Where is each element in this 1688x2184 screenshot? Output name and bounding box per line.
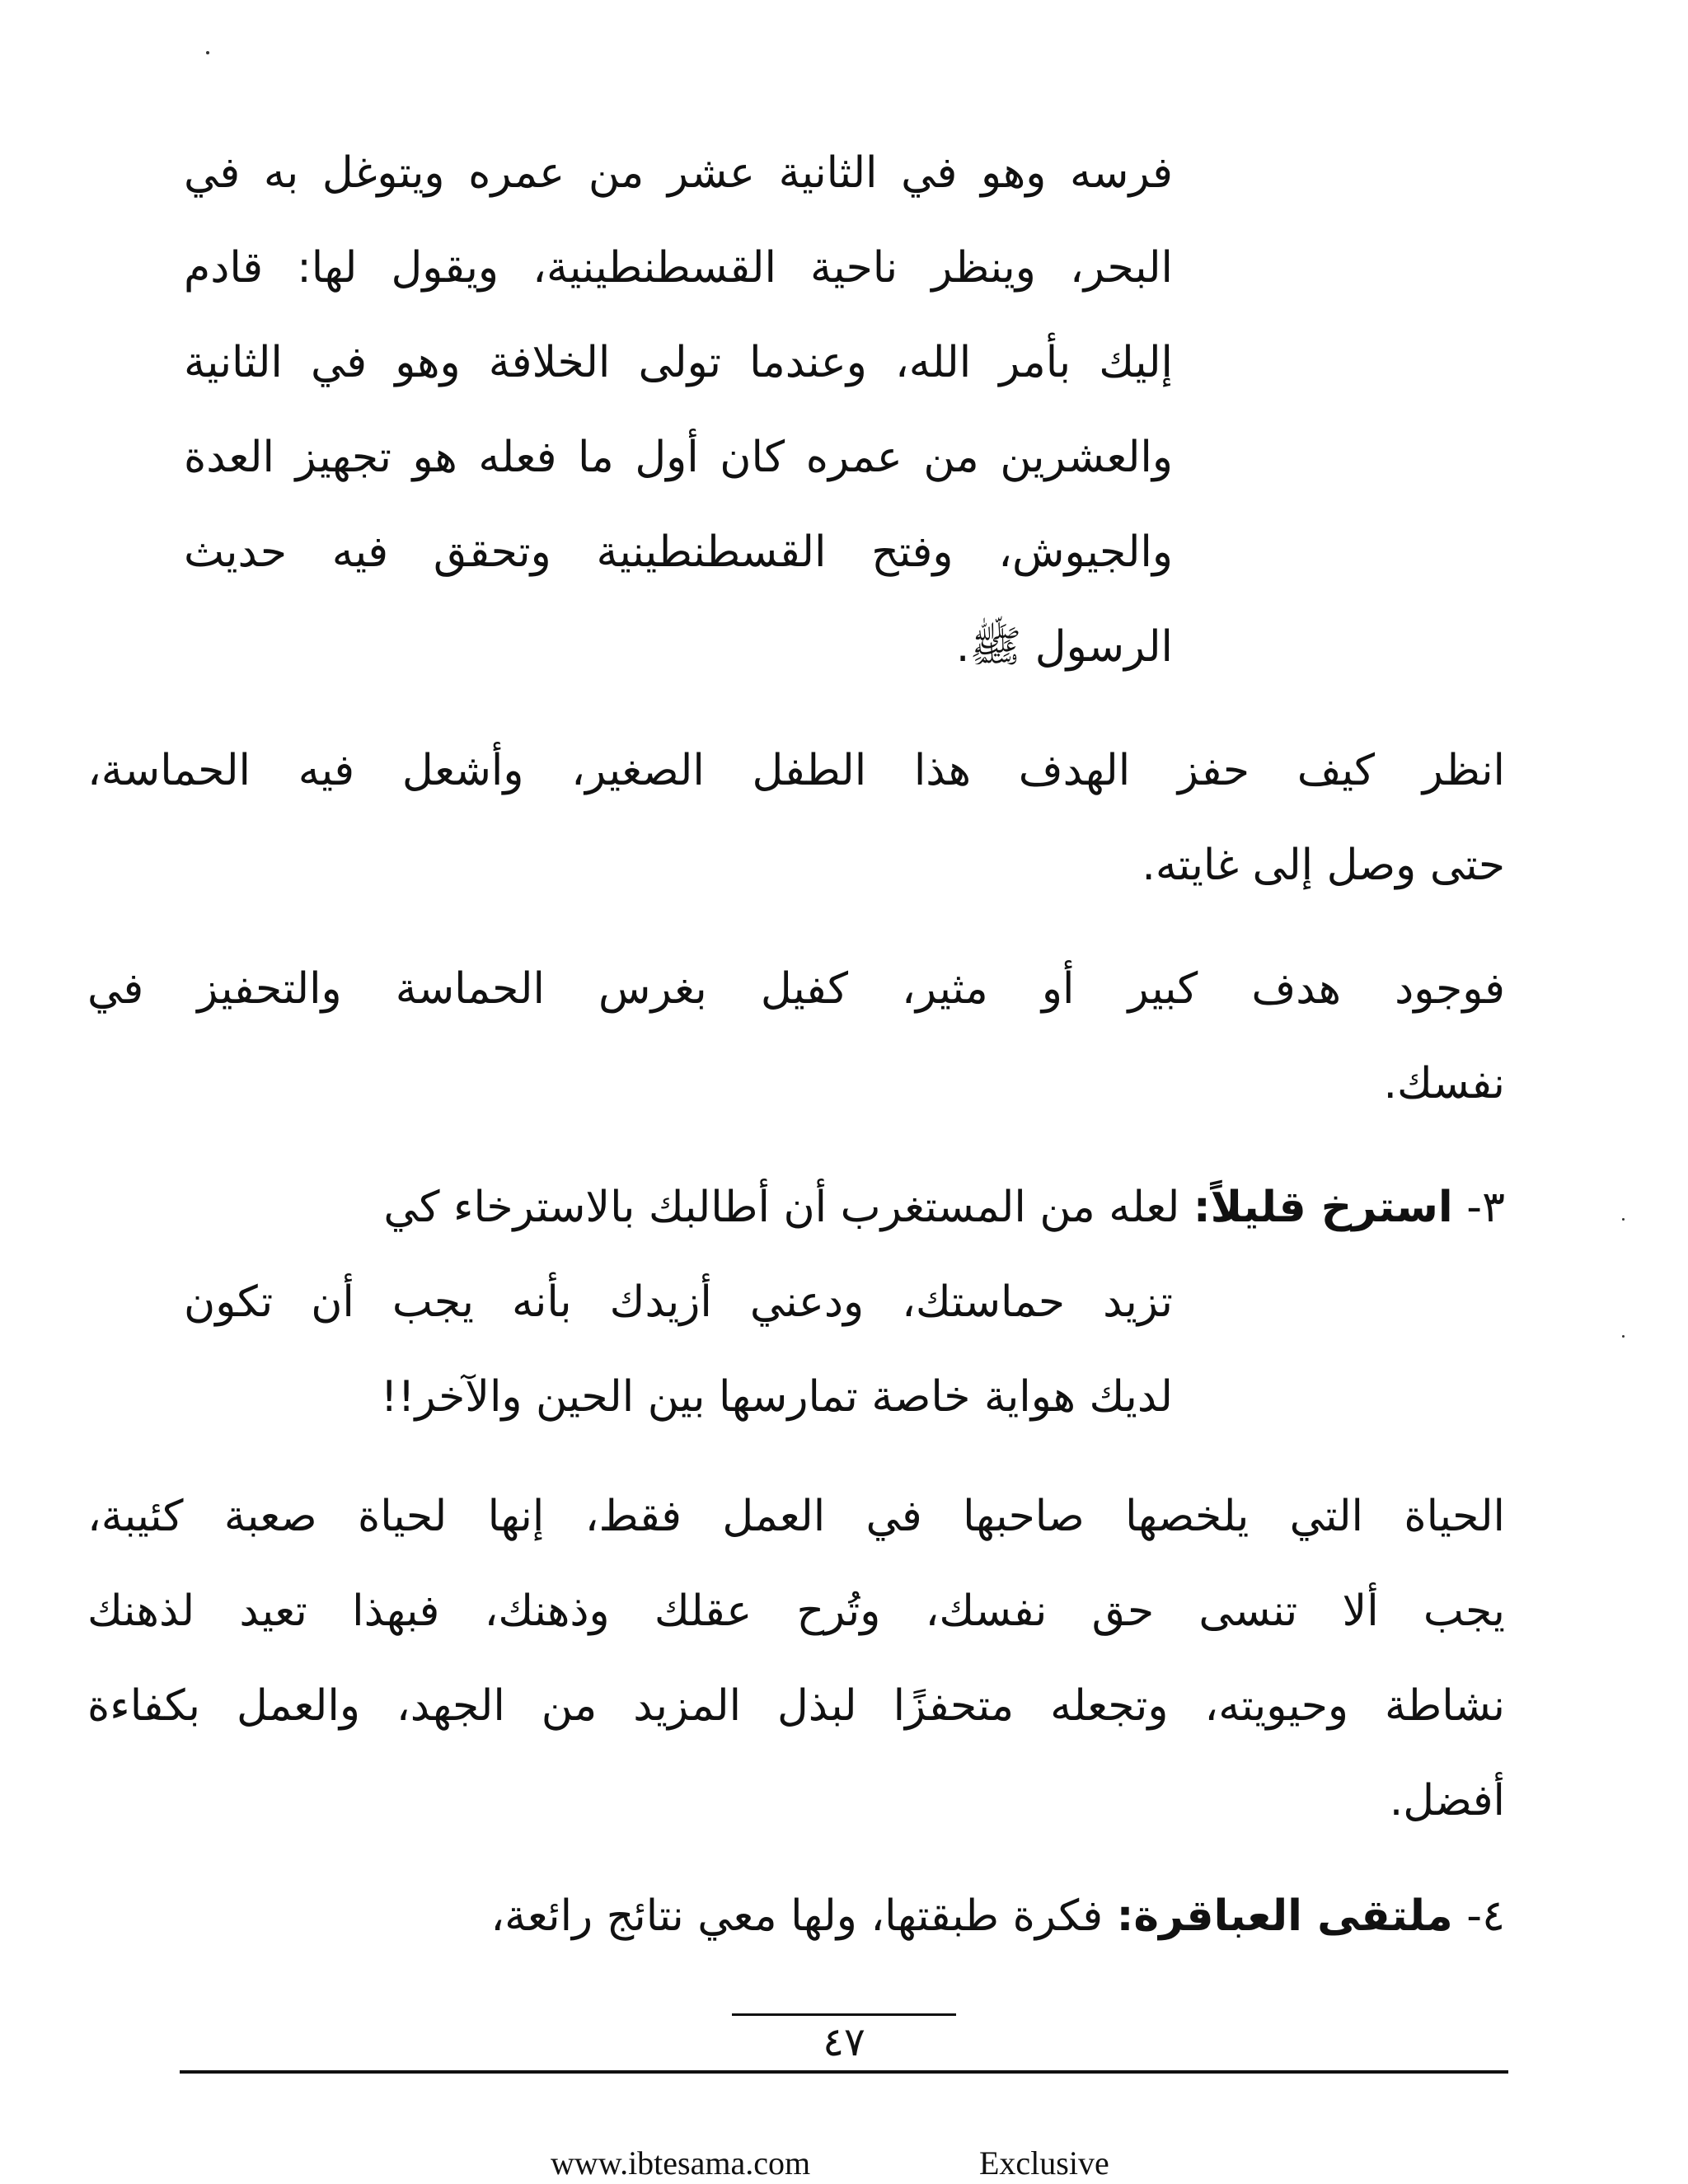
scan-speck	[206, 51, 209, 54]
page-number-rule	[732, 2013, 956, 2016]
paragraph-2-line-1: انظر كيف حفز الهدف هذا الطفل الصغير، وأشعل فيه الحماسة،	[87, 746, 1505, 795]
list-item-3-heading: استرخ قليلاً:	[1193, 1183, 1453, 1232]
paragraph-4-line-2: يجب ألا تنسى حق نفسك، وتُرح عقلك وذهنك، فبهذا تعيد لذهنك	[87, 1586, 1505, 1636]
footer	[0, 2143, 1688, 2184]
list-item-4-first-line	[87, 1883, 1505, 1949]
list-item-4-text: فكرة طبقتها، ولها معي نتائج رائعة،	[490, 1891, 1104, 1941]
paragraph-1-line-2: البحر، وينظر ناحية القسطنطينية، ويقول لها: قادم	[184, 243, 1173, 293]
scan-speck	[1622, 1218, 1625, 1221]
footer-rule	[180, 2070, 1508, 2074]
list-item-3-text: لعله من المستغرب أن أطالبك بالاسترخاء كي	[383, 1183, 1180, 1232]
paragraph-4-line-3: نشاطة وحيويته، وتجعله متحفزًا لبذل المزيد من الجهد، والعمل بكفاءة	[87, 1681, 1505, 1731]
list-item-3-line-3: لديك هواية خاصة تمارسها بين الحين والآخر!!	[380, 1372, 1173, 1422]
paragraph-1-line-6: الرسول ﷺ.	[955, 622, 1173, 672]
list-item-4-heading: ملتقى العباقرة:	[1116, 1891, 1453, 1941]
paragraph-3-line-2: نفسك.	[1383, 1059, 1505, 1108]
scan-speck	[1622, 1335, 1625, 1338]
list-item-3-line-2: تزيد حماستك، ودعني أزيدك بأنه يجب أن تكون	[184, 1277, 1173, 1327]
footer-label: Exclusive	[979, 2144, 1109, 2182]
paragraph-1-line-3: إليك بأمر الله، وعندما تولى الخلافة وهو في الثانية	[184, 338, 1173, 387]
page-number: ٤٧	[823, 2019, 865, 2065]
footer-url: www.ibtesama.com	[551, 2144, 811, 2182]
paragraph-4-line-4: أفضل.	[1389, 1776, 1505, 1825]
list-item-4-number: ٤-	[1466, 1891, 1505, 1941]
paragraph-3-line-1: فوجود هدف كبير أو مثير، كفيل بغرس الحماسة والتحفيز في	[87, 964, 1505, 1014]
list-item-3-number: ٣-	[1466, 1183, 1505, 1232]
paragraph-1-line-1: فرسه وهو في الثانية عشر من عمره ويتوغل به في	[184, 148, 1173, 198]
paragraph-1-line-4: والعشرين من عمره كان أول ما فعله هو تجهيز العدة	[184, 433, 1173, 482]
paragraph-4-line-1: الحياة التي يلخصها صاحبها في العمل فقط، إنها لحياة صعبة كئيبة،	[87, 1492, 1505, 1541]
paragraph-2-line-2: حتى وصل إلى غايته.	[1142, 841, 1505, 890]
paragraph-1-line-5: والجيوش، وفتح القسطنطينية وتحقق فيه حديث	[184, 527, 1173, 577]
list-item-3-first-line	[87, 1174, 1505, 1240]
